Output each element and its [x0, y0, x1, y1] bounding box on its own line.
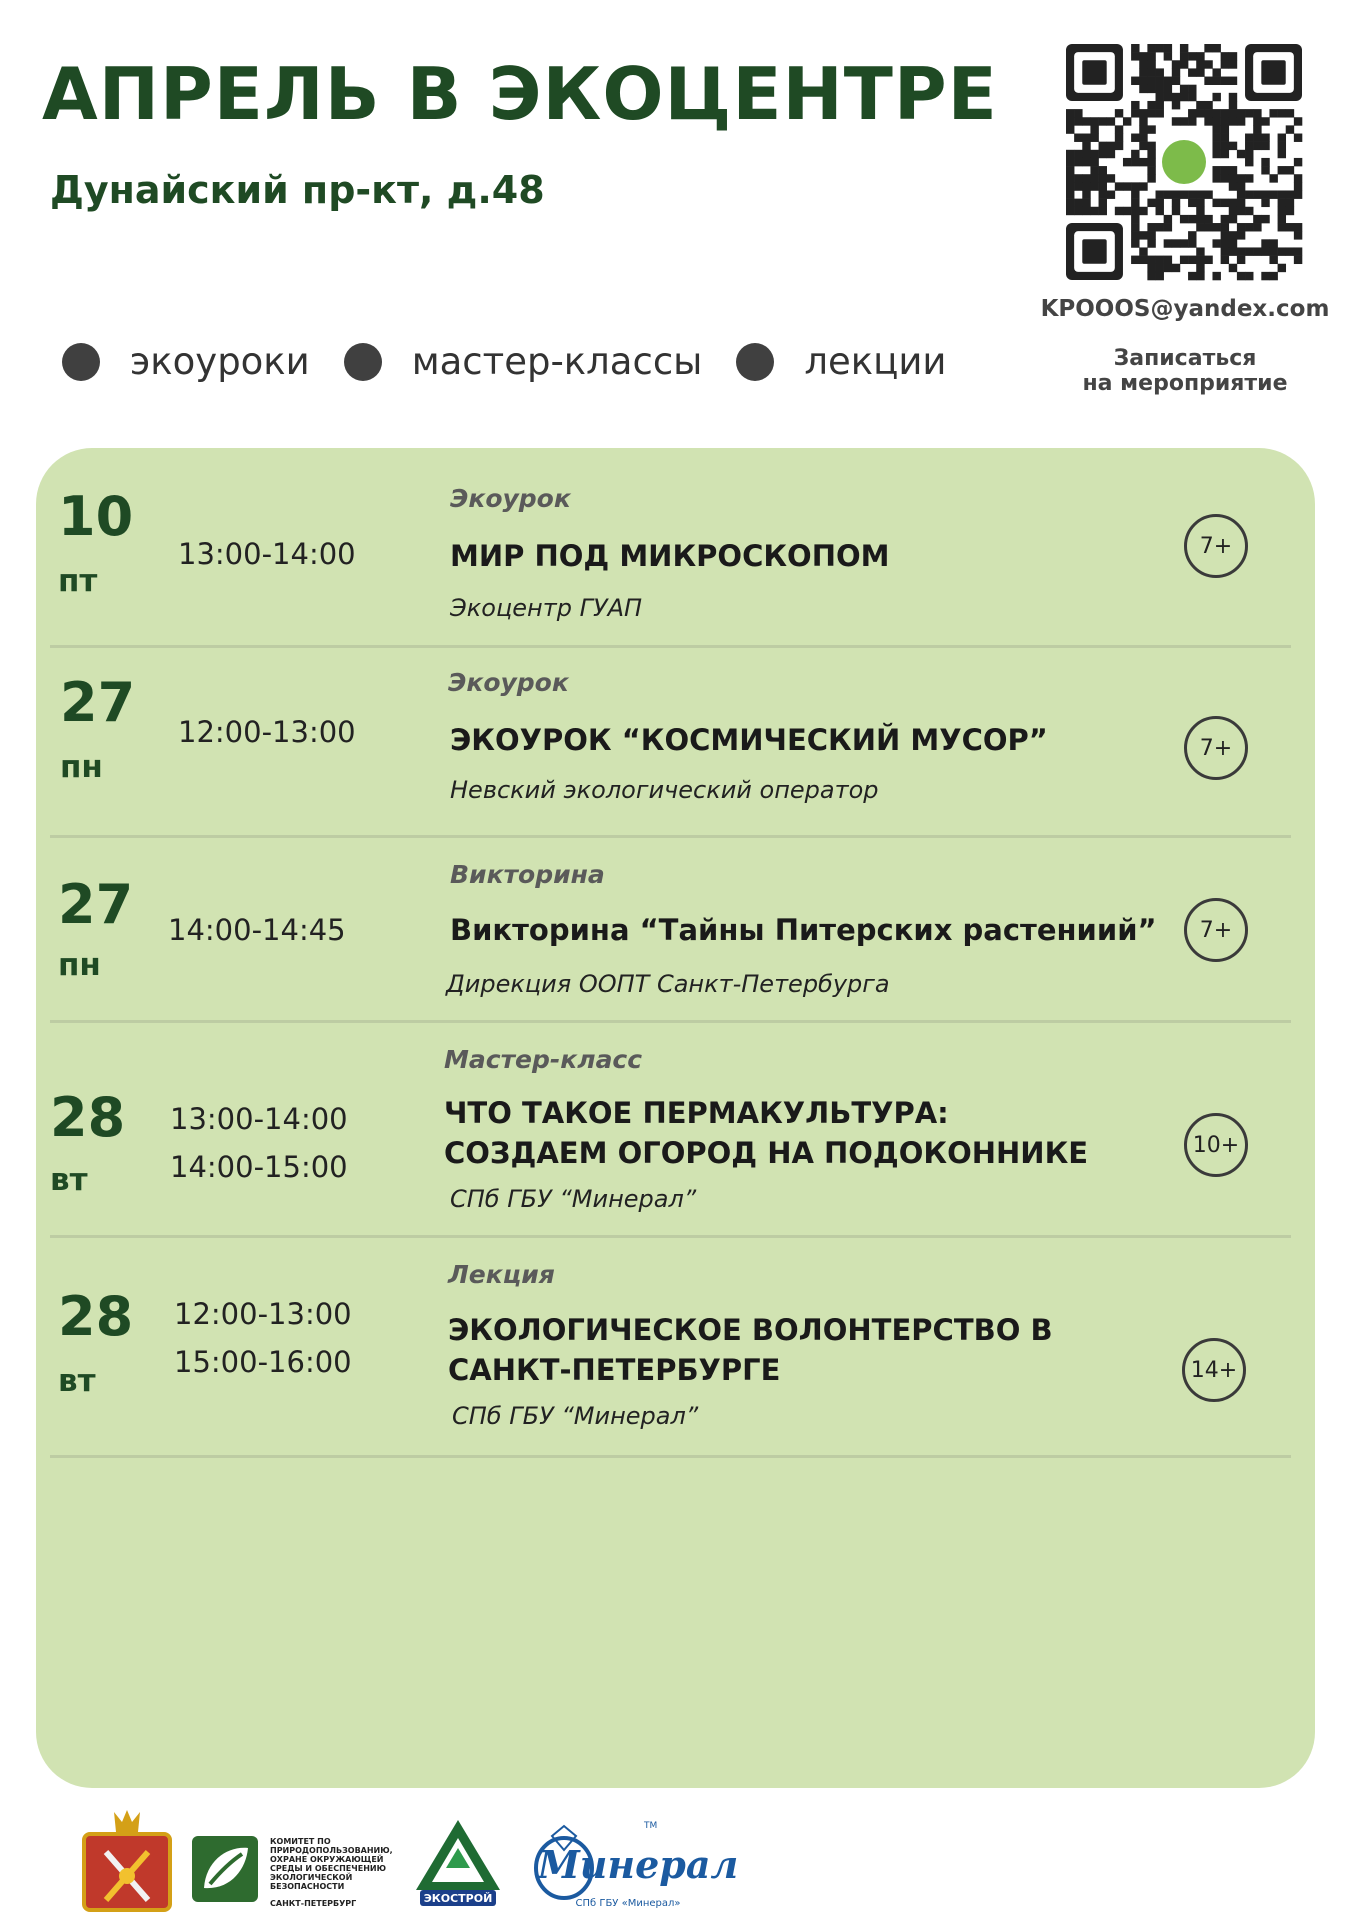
- event-organizer: Экоцентр ГУАП: [450, 594, 643, 622]
- age-badge: 7+: [1184, 898, 1248, 962]
- event-day: 10: [58, 485, 134, 548]
- event-organizer: Невский экологический оператор: [450, 776, 879, 804]
- signup-line-2: на мероприятие: [1082, 371, 1288, 396]
- event-category: Экоурок: [448, 668, 569, 697]
- event-row[interactable]: [36, 838, 1315, 1023]
- event-weekday: вт: [50, 1162, 88, 1198]
- mineral-trademark: TM: [644, 1821, 658, 1831]
- event-organizer: Дирекция ООПТ Санкт-Петербурга: [446, 970, 890, 998]
- event-time: 12:00-13:00: [174, 1297, 352, 1331]
- event-category: Викторина: [450, 860, 605, 889]
- legend-dot-icon: [62, 343, 100, 381]
- event-day: 27: [60, 671, 136, 734]
- legend-item-ekouroki: экоуроки: [130, 340, 310, 383]
- event-category: Лекция: [448, 1260, 555, 1289]
- event-title: ЭКОУРОК “КОСМИЧЕСКИЙ МУСОР”: [450, 723, 1048, 757]
- legend: [62, 340, 980, 383]
- event-day: 28: [58, 1285, 134, 1348]
- event-row[interactable]: [36, 448, 1315, 648]
- event-title-line-2: СОЗДАЕМ ОГОРОД НА ПОДОКОННИКЕ: [444, 1136, 1089, 1170]
- mineral-logo-icon: [530, 1818, 739, 1914]
- schedule-panel: [36, 448, 1315, 1788]
- event-title: МИР ПОД МИКРОСКОПОМ: [450, 539, 890, 573]
- event-organizer: СПб ГБУ “Минерал”: [450, 1185, 697, 1213]
- committee-name: КОМИТЕТ ПО ПРИРОДОПОЛЬЗОВАНИЮ, ОХРАНЕ ОКРУЖАЮЩЕЙ СРЕДЫ И ОБЕСПЕЧЕНИЮ ЭКОЛОГИЧЕСКОЙ БЕЗОПАСНОСТИ: [270, 1837, 393, 1891]
- event-title-line-2: САНКТ-ПЕТЕРБУРГЕ: [448, 1353, 781, 1387]
- ekostroy-label: ЭКОСТРОЙ: [423, 1892, 493, 1905]
- committee-text: [270, 1837, 400, 1908]
- age-badge: 14+: [1182, 1338, 1246, 1402]
- age-badge: 10+: [1184, 1113, 1248, 1177]
- event-time: 15:00-16:00: [174, 1345, 352, 1379]
- qr-code[interactable]: [1066, 44, 1302, 280]
- event-time: 14:00-15:00: [170, 1150, 348, 1184]
- event-title: Викторина “Тайны Питерских растениий”: [450, 913, 1157, 947]
- event-title-line-1: ЧТО ТАКОЕ ПЕРМАКУЛЬТУРА:: [444, 1096, 949, 1130]
- row-separator: [50, 1455, 1291, 1458]
- event-weekday: пн: [60, 749, 103, 785]
- address: Дунайский пр-кт, д.48: [50, 168, 545, 212]
- event-title-line-1: ЭКОЛОГИЧЕСКОЕ ВОЛОНТЕРСТВО В: [448, 1313, 1053, 1347]
- age-badge: 7+: [1184, 514, 1248, 578]
- page-title: АПРЕЛЬ В ЭКОЦЕНТРЕ: [42, 52, 998, 136]
- event-row[interactable]: [36, 1023, 1315, 1238]
- partner-logos: [0, 1790, 1357, 1920]
- event-row[interactable]: [36, 1238, 1315, 1458]
- legend-dot-icon: [344, 343, 382, 381]
- legend-dot-icon: [736, 343, 774, 381]
- event-organizer: СПб ГБУ “Минерал”: [452, 1402, 699, 1430]
- event-day: 28: [50, 1086, 126, 1149]
- event-weekday: пт: [58, 563, 98, 599]
- event-time: 14:00-14:45: [168, 913, 346, 947]
- leaf-logo-icon: [192, 1836, 258, 1902]
- qr-code-icon: [1066, 44, 1302, 280]
- mineral-wordmark: Минерал: [537, 1842, 739, 1887]
- recycle-logo-icon: [412, 1816, 504, 1908]
- event-category: Экоурок: [450, 484, 571, 513]
- event-weekday: вт: [58, 1363, 96, 1399]
- age-badge: 7+: [1184, 716, 1248, 780]
- event-row[interactable]: [36, 648, 1315, 838]
- signup-label: [1040, 346, 1330, 396]
- committee-city: САНКТ-ПЕТЕРБУРГ: [270, 1899, 357, 1908]
- event-time: 13:00-14:00: [170, 1102, 348, 1136]
- event-time: 13:00-14:00: [178, 537, 356, 571]
- event-time: 12:00-13:00: [178, 715, 356, 749]
- event-weekday: пн: [58, 947, 101, 983]
- coat-of-arms-icon: [78, 1808, 176, 1914]
- legend-item-lektsii: лекции: [804, 340, 947, 383]
- event-category: Мастер-класс: [444, 1045, 643, 1074]
- mineral-subtitle: СПб ГБУ «Минерал»: [575, 1898, 681, 1909]
- event-day: 27: [58, 873, 134, 936]
- legend-item-master-klassy: мастер-классы: [411, 340, 703, 383]
- signup-line-1: Записаться: [1113, 346, 1257, 371]
- contact-email[interactable]: KPOOOS@yandex.com: [1040, 296, 1330, 322]
